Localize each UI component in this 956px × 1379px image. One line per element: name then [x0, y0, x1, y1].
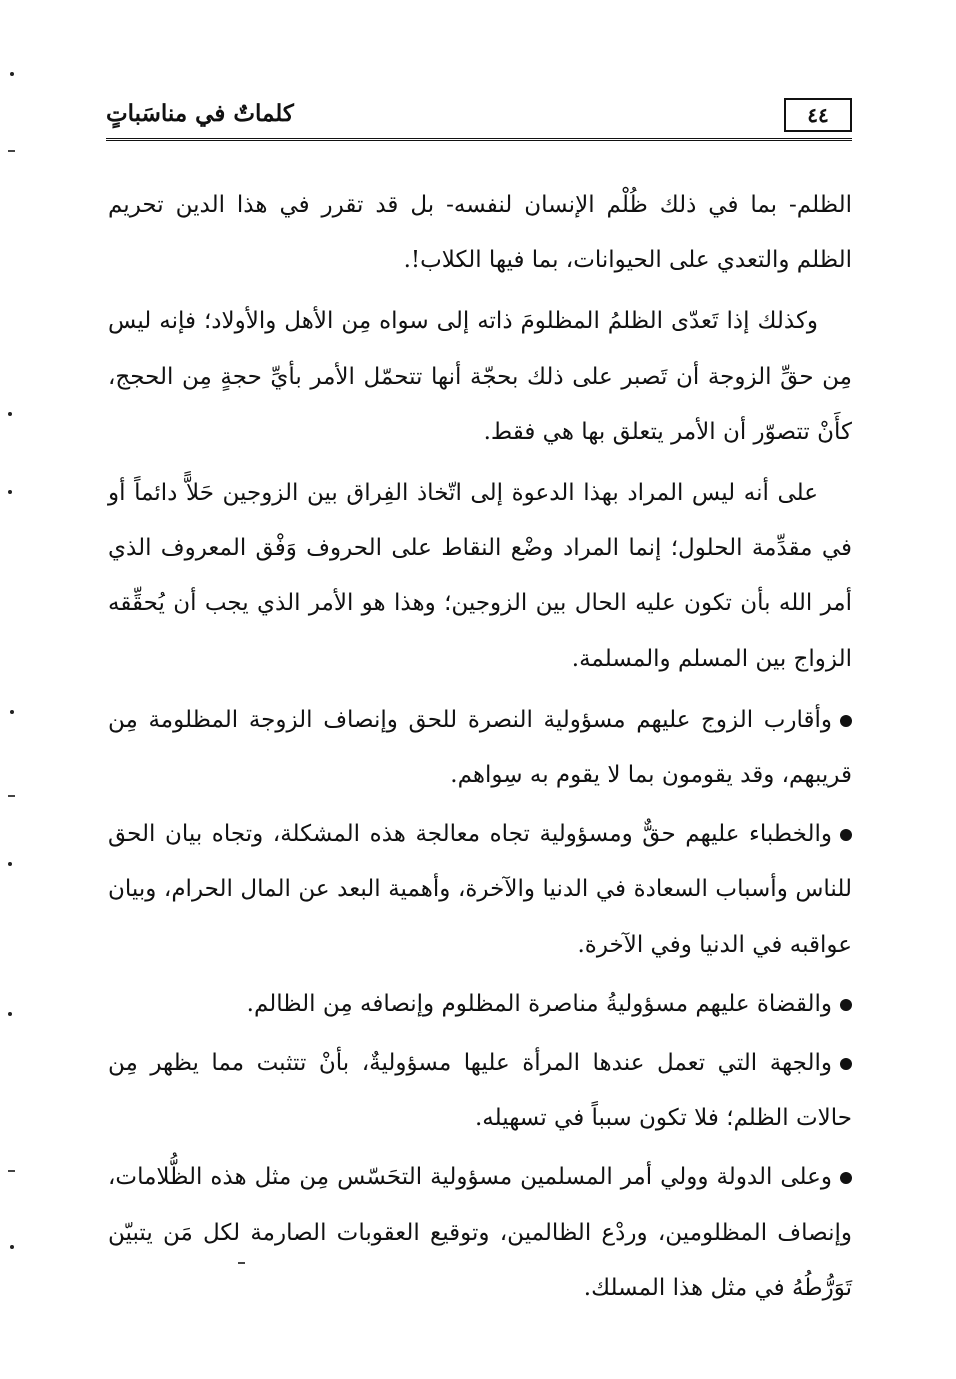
bullet-icon: [840, 1058, 852, 1070]
bullet-item: [108, 977, 852, 1032]
running-header: [106, 98, 852, 138]
body-paragraph: على أنه ليس المراد بهذا الدعوة إلى اتّخاذ الفِراق بين الزوجين حَلاًّ دائماً أو في مقدِّمة الحلول؛ إنما المراد وضْع النقاط على الحروف وَفْق المعروف الذي أمر الله بأن تكون عليه الحال بين الزوجين؛ وهذا هو الأمر الذي يجب أن يُحقِّقه الزواج بين المسلم والمسلمة.: [108, 480, 852, 672]
bullet-item: [108, 807, 852, 973]
bullet-text: وأقارب الزوج عليهم مسؤولية النصرة للحق وإنصاف الزوجة المظلومة مِن قريبهم، وقد يقومون بما لا يقوم به سِواهم.: [108, 706, 852, 789]
scan-mark: [10, 72, 14, 76]
bullet-item: [108, 1150, 852, 1316]
bullet-icon: [840, 715, 852, 727]
book-title: كلماتٌ في مناسَباتٍ: [106, 100, 294, 127]
bullet-icon: [840, 829, 852, 841]
bullet-text: والجهة التي تعمل عندها المرأة عليها مسؤوليةٌ، بأنْ تتثبت مما يظهر مِن حالات الظلم؛ فلا تكون سبباً في تسهيله.: [108, 1050, 852, 1132]
bullet-icon: [840, 999, 852, 1011]
page-number: ٤٤: [784, 98, 852, 132]
scan-mark: [8, 1170, 15, 1172]
scan-mark: [8, 490, 12, 494]
bullet-item: [108, 1036, 852, 1146]
scan-mark: [8, 862, 12, 866]
scan-mark: [8, 795, 15, 797]
scan-mark: [8, 412, 12, 416]
bullet-icon: [840, 1172, 852, 1184]
header-divider: [106, 138, 852, 141]
body-paragraph: وكذلك إذا تَعدّى الظلمُ المظلومَ ذاته إلى سواه مِن الأهل والأولاد؛ فإنه ليس مِن حقِّ الزوجة أن تَصبر على ذلك بحجّة أنها تتحمّل الأمر بأيِّ حجةٍ مِن الحجج، كأَنْ تتصوّر أن الأمر يتعلق بها هي فقط.: [108, 308, 852, 445]
scan-mark: [8, 150, 15, 152]
body-paragraph: الظلم- بما في ذلك ظُلْم الإنسان لنفسه- بل قد تقرر في هذا الدين تحريم الظلم والتعدي على الحيوانات، بما فيها الكلاب!.: [108, 192, 852, 274]
bullet-text: والقضاة عليهم مسؤوليةُ مناصرة المظلوم وإنصافه مِن الظالم.: [246, 990, 832, 1017]
scan-mark: [238, 1262, 245, 1264]
scan-mark: [10, 1245, 14, 1249]
bullet-text: والخطباء عليهم حقٌّ ومسؤولية تجاه معالجة هذه المشكلة، وتجاه بيان الحق للناس وأسباب السعادة في الدنيا والآخرة، وأهمية البعد عن المال الحرام، وبيان عواقبه في الدنيا وفي الآخرة.: [108, 821, 852, 958]
page-body: [108, 178, 852, 1320]
bullet-item: [108, 693, 852, 803]
bullet-text: وعلى الدولة وولي أمر المسلمين مسؤولية التحَسّس مِن مثل هذه الظُّلامات، وإنصاف المظلومين، وردْع الظالمين، وتوقيع العقوبات الصارمة لكل مَن يتبيّن تَوَرُّطُهُ في مثل هذا المسلك.: [108, 1164, 852, 1301]
scan-mark: [8, 1012, 12, 1016]
scan-mark: [10, 710, 14, 714]
